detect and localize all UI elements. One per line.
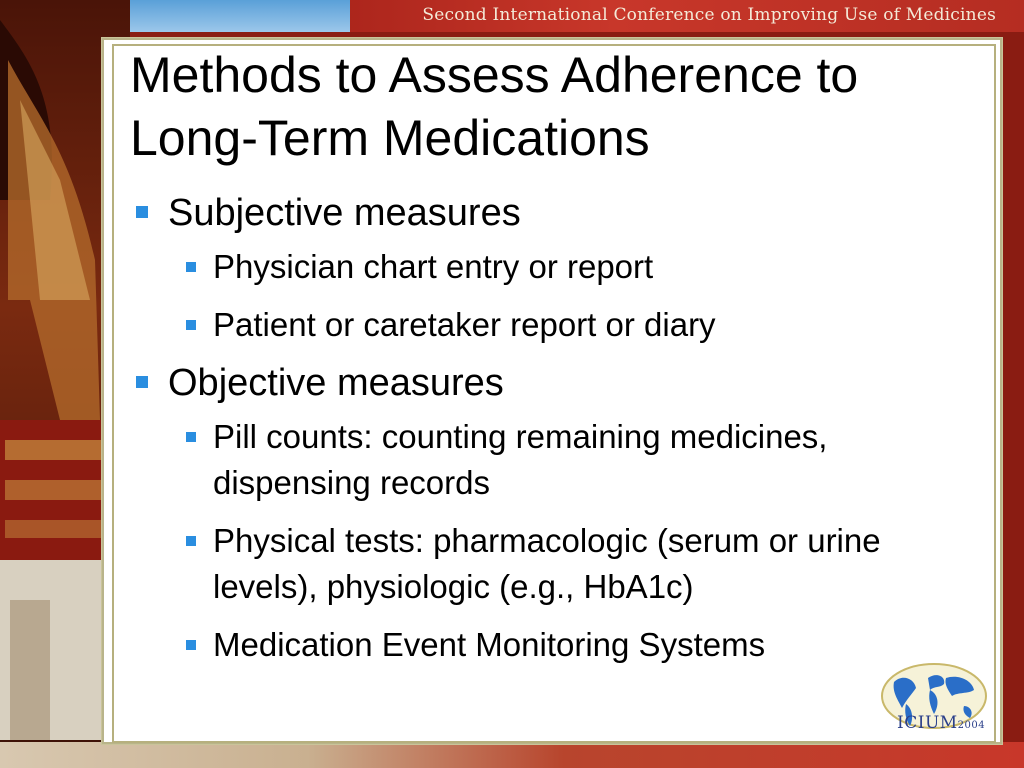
bullet-square-icon — [136, 376, 148, 388]
logo-year: 2004 — [957, 720, 986, 731]
logo-text — [897, 713, 985, 733]
conference-title: Second International Conference on Improving Use of Medicines — [422, 5, 996, 25]
title-line-2: Long-Term Medications — [130, 110, 650, 166]
bullet-objective — [130, 360, 960, 406]
sub-bullet — [130, 518, 960, 610]
bullet-square-icon — [186, 640, 196, 650]
bullet-square-icon — [186, 432, 196, 442]
bullet-square-icon — [186, 536, 196, 546]
sub-bullet — [130, 622, 960, 668]
logo-name: ICIUM — [897, 713, 958, 733]
sub-bullet-label: Patient or caretaker report or diary — [213, 306, 716, 343]
sub-bullet — [130, 244, 960, 290]
bullet-square-icon — [186, 320, 196, 330]
sub-bullet — [130, 414, 960, 506]
sub-bullet-label: Physician chart entry or report — [213, 248, 654, 285]
bullet-label: Subjective measures — [168, 192, 521, 234]
sub-bullet — [130, 302, 960, 348]
sub-bullet-label: Physical tests: pharmacologic (serum or urine levels), physiologic (e.g., HbA1c) — [213, 522, 881, 605]
sub-bullet-label: Pill counts: counting remaining medicines, dispensing records — [213, 418, 828, 501]
slide-title — [130, 44, 980, 170]
bullet-square-icon — [136, 206, 148, 218]
title-line-1: Methods to Assess Adherence to — [130, 47, 859, 103]
bullet-square-icon — [186, 262, 196, 272]
bullet-subjective — [130, 190, 960, 236]
bottom-strip — [0, 742, 1024, 768]
sub-bullet-label: Medication Event Monitoring Systems — [213, 626, 766, 663]
bullet-label: Objective measures — [168, 362, 504, 404]
bullet-list — [130, 190, 960, 680]
conference-banner — [0, 0, 1024, 32]
